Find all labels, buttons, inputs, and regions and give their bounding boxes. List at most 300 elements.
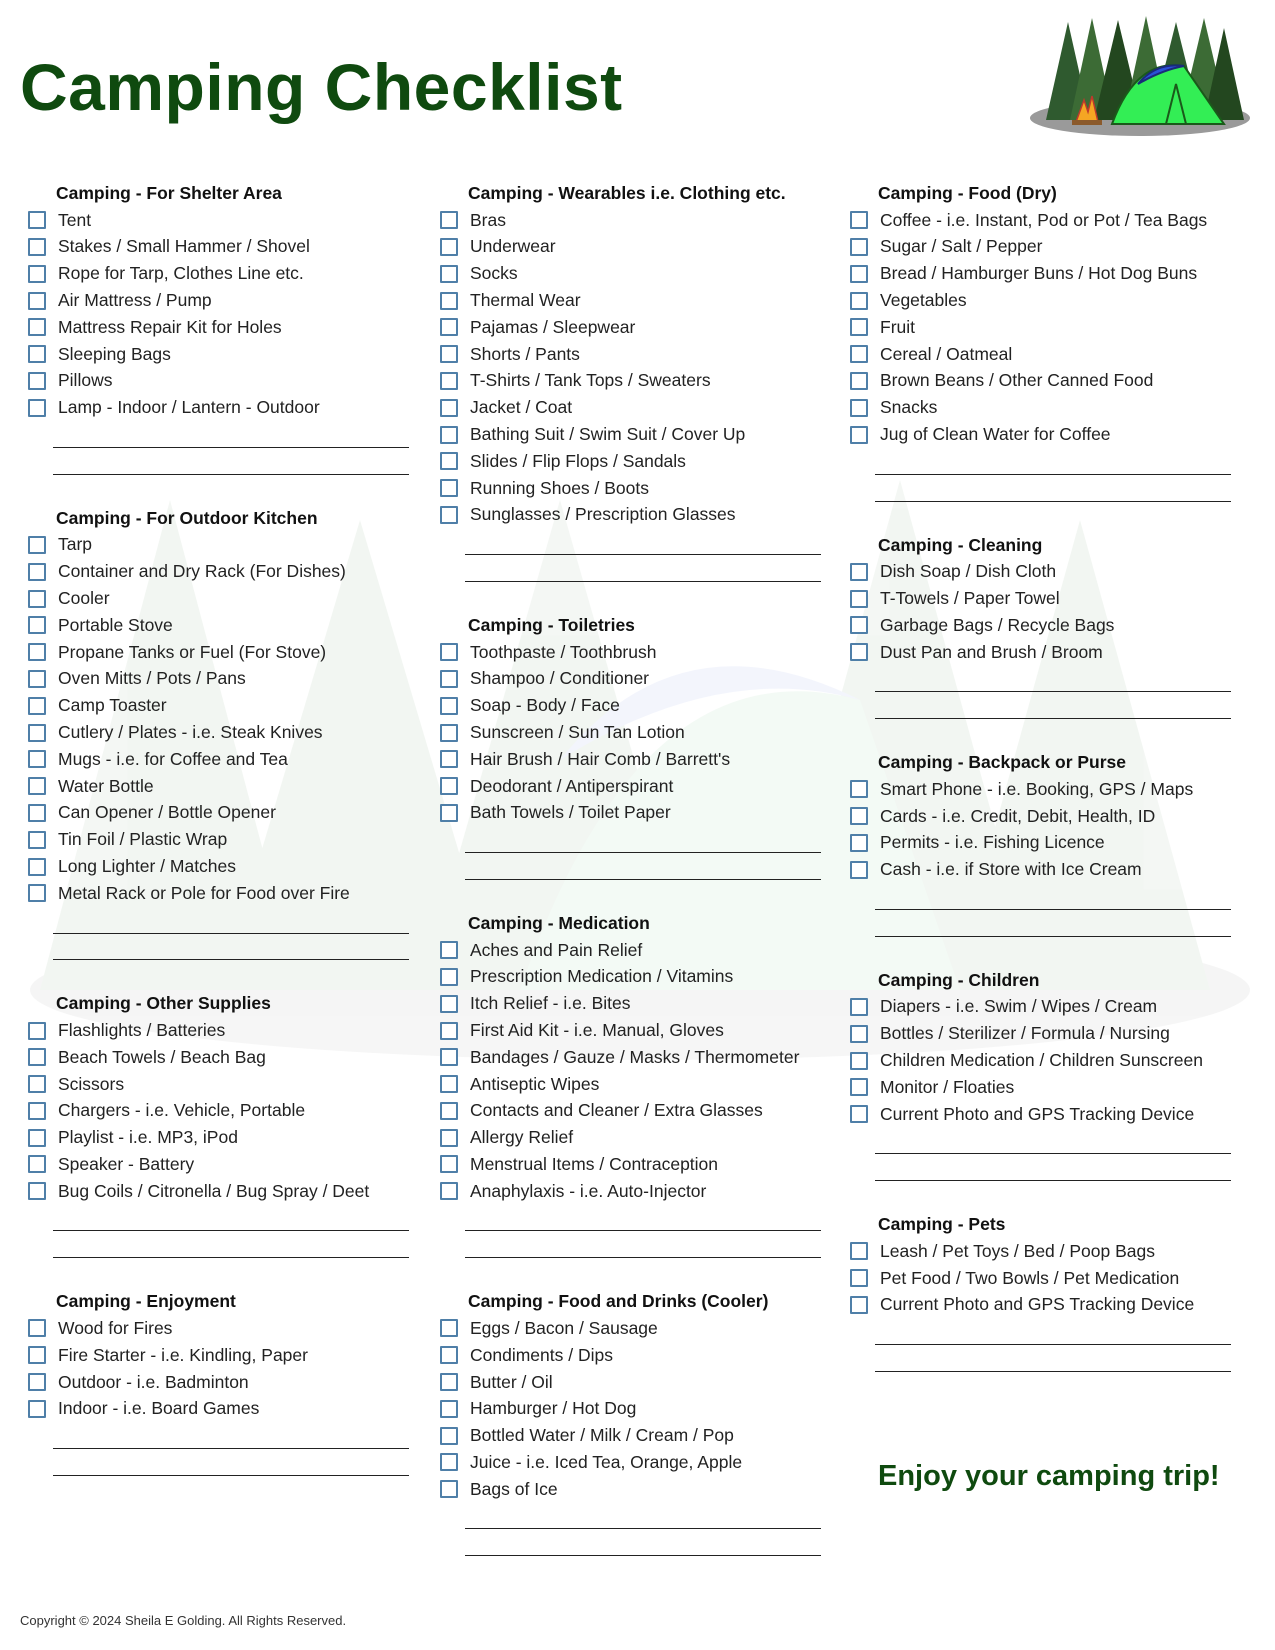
checklist-item[interactable] — [434, 448, 814, 475]
blank-write-in-line[interactable] — [465, 1205, 821, 1232]
checklist-item-label: Permits - i.e. Fishing Licence — [880, 832, 1105, 853]
checkbox-icon[interactable] — [440, 697, 458, 715]
checklist-item[interactable] — [22, 639, 402, 666]
blank-write-in-line[interactable] — [53, 934, 409, 961]
checklist-item[interactable] — [844, 314, 1224, 341]
checklist-item-label: Pillows — [58, 370, 113, 391]
checkbox-icon[interactable] — [850, 1296, 868, 1314]
checkbox-icon[interactable] — [850, 1269, 868, 1287]
checklist-item-label: Lamp - Indoor / Lantern - Outdoor — [58, 397, 320, 418]
checkbox-icon[interactable] — [850, 238, 868, 256]
checklist-item[interactable] — [22, 612, 402, 639]
checklist-item[interactable] — [22, 800, 402, 827]
checklist-item[interactable] — [22, 773, 402, 800]
checklist-item[interactable] — [22, 1178, 402, 1205]
checklist-item[interactable] — [22, 1395, 402, 1422]
checkbox-icon[interactable] — [440, 479, 458, 497]
checklist-item[interactable] — [434, 773, 814, 800]
checkbox-icon[interactable] — [440, 968, 458, 986]
checklist-item[interactable] — [434, 421, 814, 448]
checklist-item[interactable] — [434, 1098, 814, 1125]
checkbox-icon[interactable] — [850, 1242, 868, 1260]
checklist-item-label: Leash / Pet Toys / Bed / Poop Bags — [880, 1240, 1155, 1261]
checklist-item[interactable] — [434, 746, 814, 773]
checkbox-icon[interactable] — [28, 318, 46, 336]
checkbox-icon[interactable] — [850, 1078, 868, 1096]
checklist-item[interactable] — [22, 1044, 402, 1071]
copyright-notice: Copyright © 2024 Sheila E Golding. All Rights Reserved. — [20, 1613, 347, 1628]
checklist-section — [22, 505, 402, 961]
section-title: Camping - Food and Drinks (Cooler) — [468, 1291, 769, 1312]
checklist-item[interactable] — [844, 612, 1224, 639]
checklist-item[interactable] — [844, 830, 1224, 857]
checkbox-icon[interactable] — [850, 590, 868, 608]
checkbox-icon[interactable] — [440, 1400, 458, 1418]
checkbox-icon[interactable] — [440, 345, 458, 363]
section-title: Camping - Food (Dry) — [878, 183, 1057, 203]
checklist-item-label: Fire Starter - i.e. Kindling, Paper — [58, 1344, 308, 1365]
checklist-item[interactable] — [434, 207, 814, 234]
checklist-item[interactable] — [22, 1071, 402, 1098]
checkbox-icon[interactable] — [28, 563, 46, 581]
checklist-item[interactable] — [434, 394, 814, 421]
blank-write-in-line[interactable] — [875, 448, 1231, 475]
blank-write-in-line[interactable] — [53, 1205, 409, 1232]
checklist-item-label: Underwear — [470, 236, 556, 257]
checklist-item[interactable] — [434, 502, 814, 529]
checklist-item-label: Jug of Clean Water for Coffee — [880, 424, 1111, 445]
checklist-item[interactable] — [844, 639, 1224, 666]
checklist-item[interactable] — [22, 234, 402, 261]
checkbox-icon[interactable] — [440, 750, 458, 768]
checklist-item[interactable] — [22, 746, 402, 773]
checklist-item[interactable] — [844, 994, 1224, 1021]
checklist-item[interactable] — [844, 1047, 1224, 1074]
blank-write-in-line[interactable] — [465, 826, 821, 853]
checklist-item[interactable] — [22, 719, 402, 746]
checkbox-icon[interactable] — [440, 1102, 458, 1120]
checkbox-icon[interactable] — [440, 724, 458, 742]
checklist-item[interactable] — [844, 558, 1224, 585]
checklist-section — [844, 532, 1224, 720]
checklist-item-label: Wood for Fires — [58, 1317, 173, 1338]
checklist-item[interactable] — [22, 826, 402, 853]
checkbox-icon[interactable] — [440, 1346, 458, 1364]
checklist-item-label: Can Opener / Bottle Opener — [58, 802, 276, 823]
checklist-item[interactable] — [22, 314, 402, 341]
checklist-item-label: Beach Towels / Beach Bag — [58, 1046, 266, 1067]
checkbox-icon[interactable] — [28, 831, 46, 849]
checklist-item[interactable] — [434, 666, 814, 693]
checkbox-icon[interactable] — [28, 1048, 46, 1066]
blank-write-in-line[interactable] — [875, 1154, 1231, 1181]
checklist-item[interactable] — [434, 260, 814, 287]
checkbox-icon[interactable] — [440, 1129, 458, 1147]
checkbox-icon[interactable] — [440, 995, 458, 1013]
checkbox-icon[interactable] — [440, 804, 458, 822]
checklist-item-label: Shorts / Pants — [470, 343, 580, 364]
checkbox-icon[interactable] — [850, 643, 868, 661]
checklist-item[interactable] — [434, 964, 814, 991]
checklist-item-label: Anaphylaxis - i.e. Auto-Injector — [470, 1180, 707, 1201]
checklist-item-label: Contacts and Cleaner / Extra Glasses — [470, 1100, 763, 1121]
checklist-item[interactable] — [22, 1124, 402, 1151]
checklist-item[interactable] — [22, 880, 402, 907]
checkbox-icon[interactable] — [28, 211, 46, 229]
checklist-item[interactable] — [434, 1178, 814, 1205]
checkbox-icon[interactable] — [440, 399, 458, 417]
blank-write-in-line[interactable] — [875, 910, 1231, 937]
checklist-item[interactable] — [434, 475, 814, 502]
blank-write-in-line[interactable] — [465, 1529, 821, 1556]
checklist-item-label: Menstrual Items / Contraception — [470, 1153, 719, 1174]
blank-write-in-line[interactable] — [465, 555, 821, 582]
checklist-item-label: Eggs / Bacon / Sausage — [470, 1317, 658, 1338]
checkbox-icon[interactable] — [440, 1453, 458, 1471]
checklist-item[interactable] — [844, 341, 1224, 368]
checkbox-icon[interactable] — [28, 292, 46, 310]
checklist-item[interactable] — [844, 1291, 1224, 1318]
checkbox-icon[interactable] — [850, 834, 868, 852]
checklist-item[interactable] — [434, 1124, 814, 1151]
checklist-item-label: Dust Pan and Brush / Broom — [880, 641, 1103, 662]
section-title: Camping - For Shelter Area — [56, 183, 282, 203]
checklist-item-label: Smart Phone - i.e. Booking, GPS / Maps — [880, 778, 1194, 799]
checklist-item-label: Indoor - i.e. Board Games — [58, 1398, 260, 1419]
checklist-item[interactable] — [844, 1074, 1224, 1101]
checklist-item-label: Thermal Wear — [470, 290, 581, 311]
checklist-item[interactable] — [22, 585, 402, 612]
checklist-item[interactable] — [22, 287, 402, 314]
checklist-item[interactable] — [434, 1342, 814, 1369]
checklist-item-label: Tin Foil / Plastic Wrap — [58, 829, 228, 850]
checklist-item[interactable] — [434, 1449, 814, 1476]
checklist-item-label: Bath Towels / Toilet Paper — [470, 802, 671, 823]
checklist-item-label: Prescription Medication / Vitamins — [470, 966, 734, 987]
checklist-item[interactable] — [22, 1315, 402, 1342]
checkbox-icon[interactable] — [850, 211, 868, 229]
checklist-item-label: Coffee - i.e. Instant, Pod or Pot / Tea Bags — [880, 209, 1208, 230]
blank-write-in-line[interactable] — [875, 1318, 1231, 1345]
checkbox-icon[interactable] — [850, 563, 868, 581]
checklist-item[interactable] — [844, 234, 1224, 261]
blank-write-in-line[interactable] — [875, 1345, 1231, 1372]
checklist-item-label: Bras — [470, 209, 506, 230]
checklist-section — [22, 990, 402, 1258]
checklist-item-label: Fruit — [880, 316, 915, 337]
checklist-item[interactable] — [434, 368, 814, 395]
section-title: Camping - Cleaning — [878, 534, 1043, 555]
checklist-section — [844, 749, 1224, 937]
checklist-item-label: Condiments / Dips — [470, 1344, 613, 1365]
section-title: Camping - Enjoyment — [56, 1291, 236, 1312]
checkbox-icon[interactable] — [28, 884, 46, 902]
checkbox-icon[interactable] — [28, 616, 46, 634]
checklist-item-label: Garbage Bags / Recycle Bags — [880, 614, 1115, 635]
blank-write-in-line[interactable] — [875, 692, 1231, 719]
checklist-item-label: Vegetables — [880, 290, 967, 311]
checkbox-icon[interactable] — [850, 998, 868, 1016]
checklist-item[interactable] — [434, 800, 814, 827]
checklist-item[interactable] — [22, 853, 402, 880]
checklist-item[interactable] — [22, 558, 402, 585]
blank-write-in-line[interactable] — [465, 853, 821, 880]
checklist-item[interactable] — [844, 1020, 1224, 1047]
checkbox-icon[interactable] — [28, 697, 46, 715]
checklist-section — [434, 612, 814, 880]
checklist-item-label: Hair Brush / Hair Comb / Barrett's — [470, 748, 731, 769]
checklist-item[interactable] — [22, 1369, 402, 1396]
checklist-item-label: Long Lighter / Matches — [58, 856, 237, 877]
checklist-item[interactable] — [22, 394, 402, 421]
checklist-item-label: T-Towels / Paper Towel — [880, 588, 1060, 609]
checkbox-icon[interactable] — [28, 670, 46, 688]
checklist-item[interactable] — [434, 719, 814, 746]
checkbox-icon[interactable] — [440, 292, 458, 310]
checkbox-icon[interactable] — [28, 590, 46, 608]
checkbox-icon[interactable] — [440, 777, 458, 795]
blank-write-in-line[interactable] — [465, 1231, 821, 1258]
checklist-item-label: Mattress Repair Kit for Holes — [58, 316, 282, 337]
checkbox-icon[interactable] — [28, 750, 46, 768]
blank-write-in-line[interactable] — [53, 907, 409, 934]
checkbox-icon[interactable] — [850, 372, 868, 390]
checklist-item-label: Stakes / Small Hammer / Shovel — [58, 236, 310, 257]
checkbox-icon[interactable] — [28, 238, 46, 256]
checklist-item[interactable] — [434, 287, 814, 314]
checklist-item[interactable] — [844, 394, 1224, 421]
checklist-item[interactable] — [434, 639, 814, 666]
checklist-item[interactable] — [844, 368, 1224, 395]
checklist-item-label: Current Photo and GPS Tracking Device — [880, 1103, 1195, 1124]
blank-write-in-line[interactable] — [53, 1231, 409, 1258]
checklist-item[interactable] — [22, 207, 402, 234]
blank-write-in-line[interactable] — [53, 1422, 409, 1449]
checklist-item[interactable] — [844, 207, 1224, 234]
checklist-item[interactable] — [434, 1044, 814, 1071]
checklist-item-label: Brown Beans / Other Canned Food — [880, 370, 1154, 391]
blank-write-in-line[interactable] — [875, 475, 1231, 502]
checklist-item[interactable] — [844, 856, 1224, 883]
checklist-item-label: Cards - i.e. Credit, Debit, Health, ID — [880, 805, 1156, 826]
checklist-item[interactable] — [434, 937, 814, 964]
checklist-item-label: Bottles / Sterilizer / Formula / Nursing — [880, 1023, 1170, 1044]
checklist-item[interactable] — [844, 803, 1224, 830]
checklist-section — [22, 180, 402, 475]
checklist-item-label: Shampoo / Conditioner — [470, 668, 649, 689]
checkbox-icon[interactable] — [440, 1373, 458, 1391]
checklist-item[interactable] — [434, 314, 814, 341]
checkbox-icon[interactable] — [28, 1129, 46, 1147]
checkbox-icon[interactable] — [28, 1319, 46, 1337]
checklist-column-2 — [434, 180, 814, 1586]
checklist-item-label: Socks — [470, 263, 518, 284]
checkbox-icon[interactable] — [28, 643, 46, 661]
checkbox-icon[interactable] — [28, 399, 46, 417]
checklist-item-label: Pet Food / Two Bowls / Pet Medication — [880, 1267, 1180, 1288]
checkbox-icon[interactable] — [440, 211, 458, 229]
checklist-item[interactable] — [844, 287, 1224, 314]
checkbox-icon[interactable] — [850, 616, 868, 634]
checklist-item-label: Container and Dry Rack (For Dishes) — [58, 561, 346, 582]
checkbox-icon[interactable] — [440, 1427, 458, 1445]
blank-write-in-line[interactable] — [875, 1128, 1231, 1155]
checkbox-icon[interactable] — [850, 1052, 868, 1070]
checkbox-icon[interactable] — [28, 858, 46, 876]
checkbox-icon[interactable] — [28, 536, 46, 554]
checklist-item-label: Jacket / Coat — [470, 397, 573, 418]
checklist-item-label: Camp Toaster — [58, 695, 167, 716]
checkbox-icon[interactable] — [28, 345, 46, 363]
checkbox-icon[interactable] — [440, 506, 458, 524]
blank-write-in-line[interactable] — [53, 1449, 409, 1476]
checkbox-icon[interactable] — [850, 807, 868, 825]
checklist-item[interactable] — [434, 1395, 814, 1422]
checkbox-icon[interactable] — [440, 238, 458, 256]
checklist-item-label: Cash - i.e. if Store with Ice Cream — [880, 859, 1142, 880]
checkbox-icon[interactable] — [850, 292, 868, 310]
checkbox-icon[interactable] — [28, 724, 46, 742]
checkbox-icon[interactable] — [440, 1155, 458, 1173]
checkbox-icon[interactable] — [440, 452, 458, 470]
checklist-item[interactable] — [22, 692, 402, 719]
checkbox-icon[interactable] — [28, 1102, 46, 1120]
checklist-item-label: Diapers - i.e. Swim / Wipes / Cream — [880, 996, 1158, 1017]
checklist-item-label: Propane Tanks or Fuel (For Stove) — [58, 641, 327, 662]
checklist-item-label: Metal Rack or Pole for Food over Fire — [58, 882, 350, 903]
checkbox-icon[interactable] — [440, 265, 458, 283]
checkbox-icon[interactable] — [28, 1400, 46, 1418]
checkbox-icon[interactable] — [850, 1025, 868, 1043]
checklist-item[interactable] — [844, 585, 1224, 612]
checklist-item-label: Children Medication / Children Sunscreen — [880, 1050, 1203, 1070]
checklist-item-label: Current Photo and GPS Tracking Device — [880, 1294, 1195, 1315]
checkbox-icon[interactable] — [440, 426, 458, 444]
checkbox-icon[interactable] — [28, 372, 46, 390]
checkbox-icon[interactable] — [440, 1182, 458, 1200]
checklist-item-label: Sugar / Salt / Pepper — [880, 236, 1043, 257]
checklist-item-label: Flashlights / Batteries — [58, 1020, 226, 1040]
checkbox-icon[interactable] — [28, 1155, 46, 1173]
checklist-item[interactable] — [22, 666, 402, 693]
checklist-item[interactable] — [844, 1101, 1224, 1128]
checklist-item[interactable] — [844, 1238, 1224, 1265]
checkbox-icon[interactable] — [850, 426, 868, 444]
checkbox-icon[interactable] — [440, 1075, 458, 1093]
checklist-item[interactable] — [22, 341, 402, 368]
checklist-item[interactable] — [434, 1071, 814, 1098]
checkbox-icon[interactable] — [850, 1105, 868, 1123]
checkbox-icon[interactable] — [440, 1480, 458, 1498]
blank-write-in-line[interactable] — [465, 528, 821, 555]
checklist-item-label: Sunglasses / Prescription Glasses — [470, 504, 736, 525]
checklist-item[interactable] — [22, 532, 402, 559]
checkbox-icon[interactable] — [850, 345, 868, 363]
checklist-item[interactable] — [434, 1151, 814, 1178]
checklist-item[interactable] — [434, 1422, 814, 1449]
checkbox-icon[interactable] — [850, 318, 868, 336]
blank-write-in-line[interactable] — [875, 666, 1231, 693]
checklist-item-label: Bread / Hamburger Buns / Hot Dog Buns — [880, 263, 1198, 284]
checkbox-icon[interactable] — [28, 777, 46, 795]
checklist-item[interactable] — [22, 260, 402, 287]
checklist-item[interactable] — [22, 1017, 402, 1044]
checkbox-icon[interactable] — [440, 1319, 458, 1337]
blank-write-in-line[interactable] — [53, 421, 409, 448]
checkbox-icon[interactable] — [850, 265, 868, 283]
section-title: Camping - Toiletries — [468, 614, 635, 635]
checkbox-icon[interactable] — [28, 1182, 46, 1200]
checklist-item[interactable] — [434, 1369, 814, 1396]
checkbox-icon[interactable] — [28, 1022, 46, 1040]
section-title: Camping - For Outdoor Kitchen — [56, 507, 318, 528]
checklist-item[interactable] — [22, 1151, 402, 1178]
checkbox-icon[interactable] — [440, 1048, 458, 1066]
checkbox-icon[interactable] — [850, 861, 868, 879]
checklist-item[interactable] — [434, 990, 814, 1017]
checkbox-icon[interactable] — [28, 1373, 46, 1391]
blank-write-in-line[interactable] — [465, 1503, 821, 1530]
checkbox-icon[interactable] — [440, 372, 458, 390]
checklist-item[interactable] — [844, 1265, 1224, 1292]
checkbox-icon[interactable] — [28, 1075, 46, 1093]
checklist-item-label: Dish Soap / Dish Cloth — [880, 561, 1057, 582]
checklist-item-label: First Aid Kit - i.e. Manual, Gloves — [470, 1020, 724, 1040]
checkbox-icon[interactable] — [440, 941, 458, 959]
checklist-item-label: Butter / Oil — [470, 1371, 553, 1392]
checklist-item[interactable] — [844, 260, 1224, 287]
section-title: Camping - Wearables i.e. Clothing etc. — [468, 183, 786, 203]
checklist-item-label: Speaker - Battery — [58, 1153, 195, 1174]
blank-write-in-line[interactable] — [53, 448, 409, 475]
checkbox-icon[interactable] — [28, 265, 46, 283]
checkbox-icon[interactable] — [850, 399, 868, 417]
checklist-column-3 — [844, 180, 1224, 1402]
checkbox-icon[interactable] — [440, 643, 458, 661]
section-title: Camping - Backpack or Purse — [878, 752, 1126, 773]
checklist-item-label: Toothpaste / Toothbrush — [470, 641, 657, 662]
checklist-item[interactable] — [434, 1017, 814, 1044]
checkbox-icon[interactable] — [440, 1022, 458, 1040]
checkbox-icon[interactable] — [850, 780, 868, 798]
blank-write-in-line[interactable] — [875, 883, 1231, 910]
checklist-item[interactable] — [844, 776, 1224, 803]
checklist-item-label: Bags of Ice — [470, 1478, 558, 1499]
checklist-item[interactable] — [22, 1098, 402, 1125]
checklist-item[interactable] — [434, 234, 814, 261]
checkbox-icon[interactable] — [440, 318, 458, 336]
checklist-item[interactable] — [434, 1315, 814, 1342]
checklist-item-label: Running Shoes / Boots — [470, 477, 650, 498]
checklist-item-label: Scissors — [58, 1073, 125, 1094]
checklist-item[interactable] — [844, 421, 1224, 448]
checklist-item[interactable] — [22, 1342, 402, 1369]
checklist-item[interactable] — [434, 1476, 814, 1503]
checklist-item-label: Aches and Pain Relief — [470, 939, 643, 960]
checkbox-icon[interactable] — [28, 804, 46, 822]
checkbox-icon[interactable] — [440, 670, 458, 688]
checklist-item-label: Pajamas / Sleepwear — [470, 316, 636, 337]
checklist-item-label: Sleeping Bags — [58, 343, 171, 364]
checklist-item-label: Air Mattress / Pump — [58, 290, 212, 311]
section-title: Camping - Medication — [468, 912, 650, 933]
checklist-item[interactable] — [434, 341, 814, 368]
checklist-item[interactable] — [22, 368, 402, 395]
checkbox-icon[interactable] — [28, 1346, 46, 1364]
checklist-item[interactable] — [434, 692, 814, 719]
checklist-item-label: Sunscreen / Sun Tan Lotion — [470, 722, 685, 743]
checklist-item-label: Bug Coils / Citronella / Bug Spray / Deet — [58, 1180, 370, 1201]
